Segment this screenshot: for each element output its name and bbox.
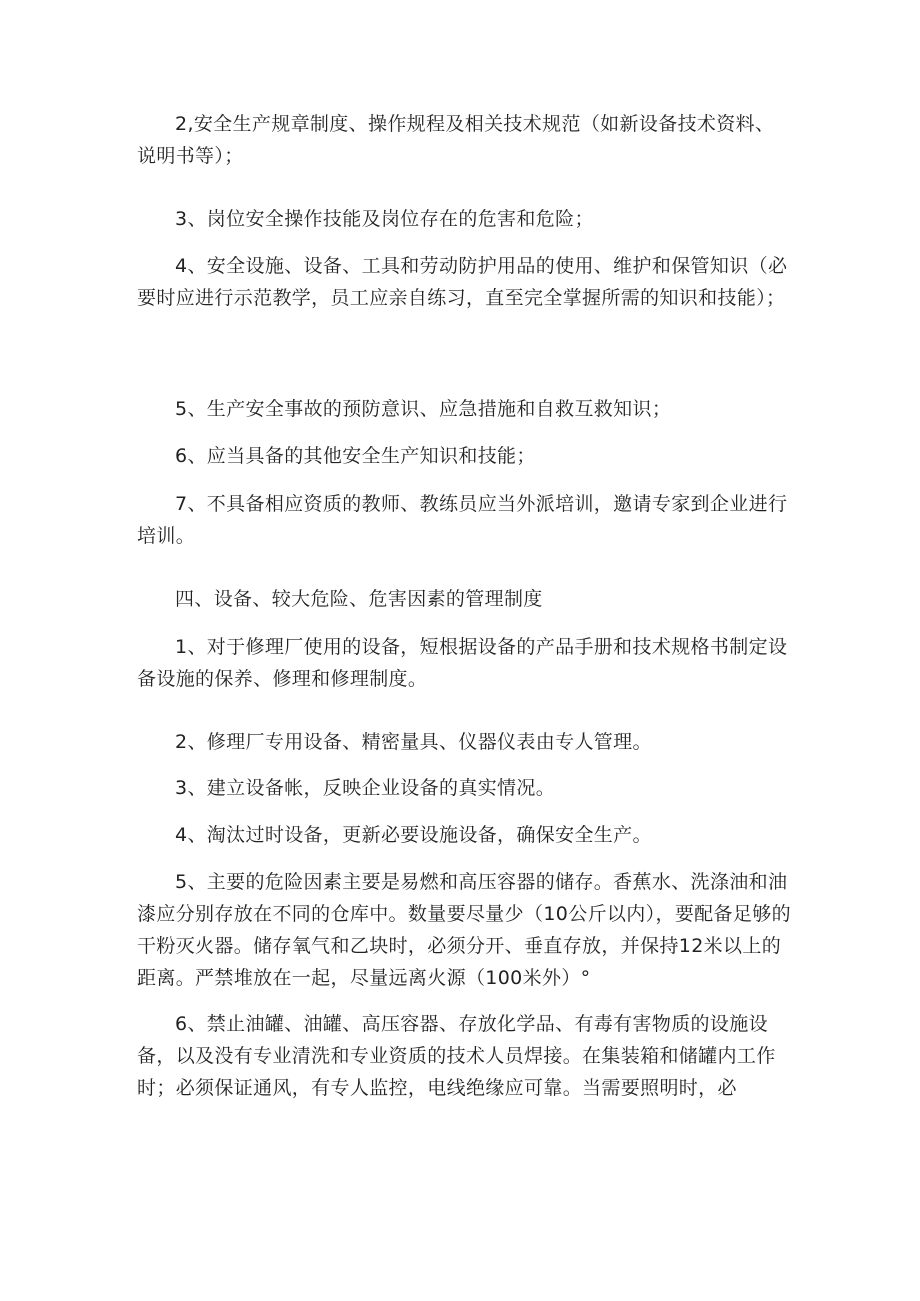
paragraph-item-s3: 3、建立设备帐，反映企业设备的真实情况。 — [175, 777, 556, 799]
paragraph-item-3: 3、岗位安全操作技能及岗位存在的危害和危险； — [175, 208, 594, 230]
paragraph-item-s6: 6、禁止油罐、油罐、高压容器、存放化学品、有毒有害物质的设施设备，以及没有专业清洗和专业资质的技术人员焊接。在集装箱和储罐内工作时；必须保证通风，有专人监控，电线绝缘应可靠。当需要照明时，必 — [137, 1013, 776, 1099]
paragraph-item-4: 4、安全设施、设备、工具和劳动防护用品的使用、维护和保管知识（必要时应进行示范教学，员工应亲自练习，直至完全掌握所需的知识和技能）； — [137, 255, 788, 309]
paragraph-item-s4: 4、淘汰过时设备，更新必要设施设备，确保安全生产。 — [175, 824, 652, 846]
paragraph-item-5: 5、生产安全事故的预防意识、应急措施和自救互救知识； — [175, 398, 672, 420]
paragraph-item-s5: 5、主要的危险因素主要是易燃和高压容器的储存。香蕉水、洗涤油和油漆应分别存放在不同的仓库中。数量要尽量少（10公斤以内），要配备足够的干粉灭火器。储存氧气和乙块时，必须分开、垂直存放，并保持12米以上的距离。严禁堆放在一起，尽量远离火源（100米外）° — [137, 871, 791, 989]
section-heading-4: 四、设备、较大危险、危害因素的管理制度 — [175, 588, 543, 610]
paragraph-item-2: 2,安全生产规章制度、操作规程及相关技术规范（如新设备技术资料、说明书等）； — [137, 113, 775, 167]
paragraph-item-7: 7、不具备相应资质的教师、教练员应当外派培训，邀请专家到企业进行培训。 — [137, 493, 788, 547]
paragraph-item-s1: 1、对于修理厂使用的设备，短根据设备的产品手册和技术规格书制定设备设施的保养、修理和修理制度。 — [137, 636, 788, 690]
paragraph-item-s2: 2、修理厂专用设备、精密量具、仪器仪表由专人管理。 — [175, 731, 652, 753]
paragraph-item-6: 6、应当具备的其他安全生产知识和技能； — [175, 445, 536, 467]
